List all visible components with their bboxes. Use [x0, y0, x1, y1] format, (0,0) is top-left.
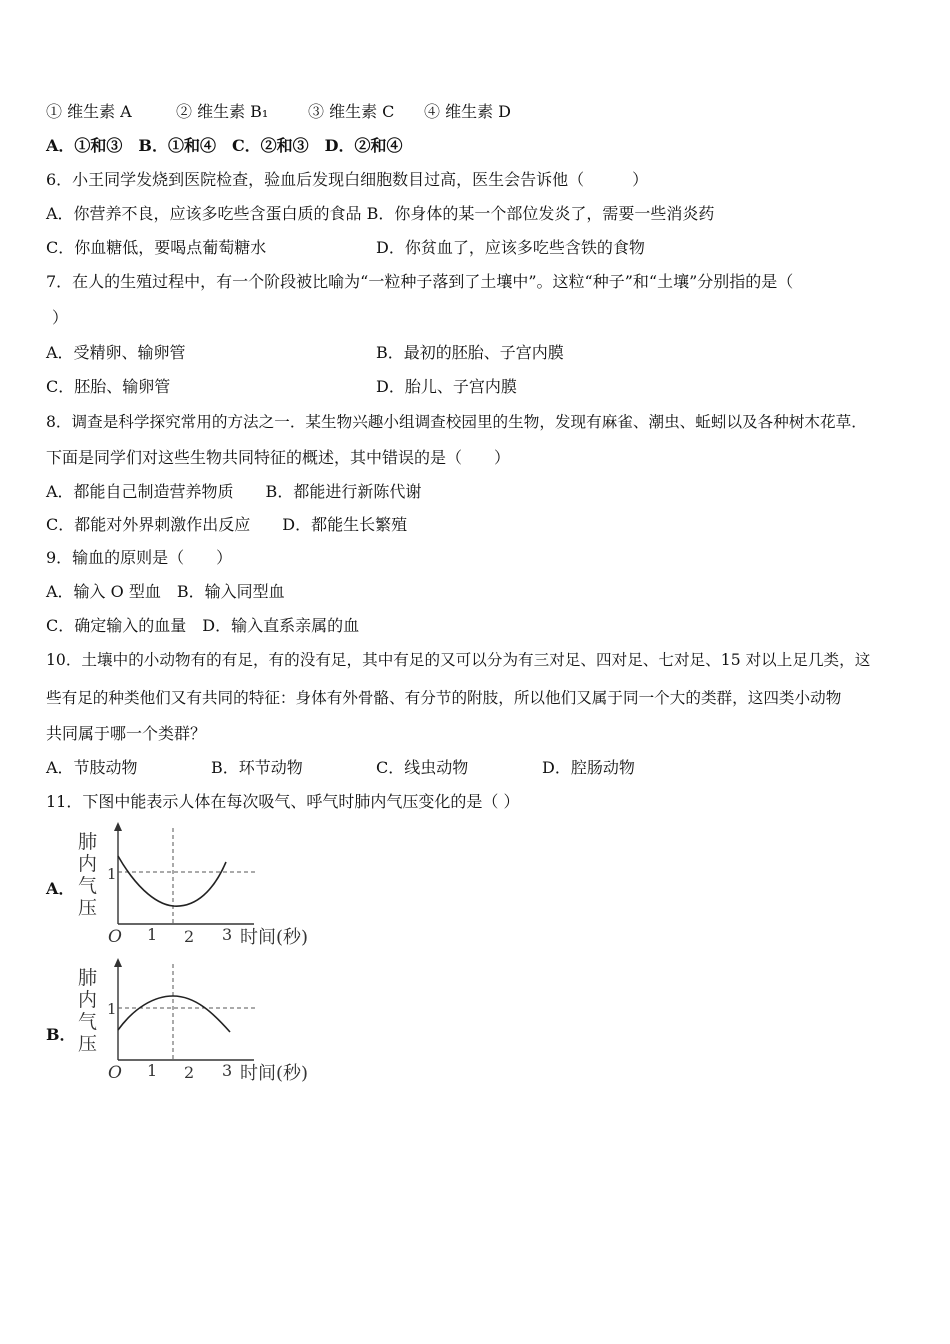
- q7-option-a: A．受精卵、输卵管: [46, 343, 186, 362]
- q5-options: A．①和③ B．①和④ C．②和③ D．②和④: [46, 136, 403, 155]
- q9-options-ab: A．输入 O 型血 B．输入同型血: [46, 582, 285, 601]
- graph-b-ylabel-2: 内: [78, 989, 98, 1011]
- q10-stem-line2: 些有足的种类他们又有共同的特征：身体有外骨骼、有分节的附肢，所以他们又属于同一个大的类群，这四类小动物: [46, 689, 842, 707]
- graph-a-ylabel-1: 肺: [78, 831, 98, 853]
- graph-a-ylabel-3: 气: [78, 875, 98, 897]
- graph-b-ylabel-4: 压: [78, 1033, 98, 1055]
- q10-stem-line3: 共同属于哪一个类群？: [46, 724, 207, 743]
- graph-a-y-arrow: [114, 822, 122, 831]
- graph-b-origin: O: [108, 1063, 122, 1082]
- q7-stem-end: ）: [52, 308, 69, 327]
- graph-b-xtick-3: 3: [222, 1061, 233, 1080]
- q11-graph-a: [74, 822, 334, 946]
- graph-b-xlabel: 时间(秒): [240, 1063, 309, 1082]
- graph-a-ylabel-4: 压: [78, 897, 98, 919]
- q8-stem-line1: 8．调查是科学探究常用的方法之一．某生物兴趣小组调查校园里的生物，发现有麻雀、潮虫、蚯蚓以及各种树木花草．: [46, 413, 867, 431]
- graph-b-ylabel-1: 肺: [78, 967, 98, 989]
- q6-option-d: D．你贫血了，应该多吃些含铁的食物: [376, 238, 645, 257]
- vitamin-d: ④ 维生素 D: [424, 102, 512, 121]
- graph-a-xtick-3: 3: [222, 925, 233, 944]
- graph-a-curve: [118, 856, 226, 906]
- q7-stem: 7．在人的生殖过程中，有一个阶段被比喻为“一粒种子落到了土壤中”。这粒“种子”和“土壤”分别指的是（: [46, 272, 794, 291]
- graph-a-xlabel: 时间(秒): [240, 927, 309, 946]
- q11-graph-b: [74, 958, 334, 1082]
- vitamin-b1: ② 维生素 B₁: [176, 102, 269, 121]
- graph-b-xtick-1: 1: [147, 1061, 158, 1080]
- graph-a-origin: O: [108, 927, 122, 946]
- q6-options-ab: A．你营养不良，应该多吃些含蛋白质的食品 B．你身体的某一个部位发炎了，需要一些消炎药: [46, 204, 715, 223]
- q6-option-c: C．你血糖低，要喝点葡萄糖水: [46, 238, 267, 257]
- q8-options-cd: C．都能对外界刺激作出反应 D．都能生长繁殖: [46, 515, 408, 534]
- q11-graph-b-label: B．: [46, 1025, 76, 1044]
- q8-stem-line2: 下面是同学们对这些生物共同特征的概述，其中错误的是（ ）: [46, 448, 511, 467]
- q11-stem: 11．下图中能表示人体在每次吸气、呼气时肺内气压变化的是（ ）: [46, 792, 520, 811]
- q9-stem: 9．输血的原则是（ ）: [46, 548, 233, 567]
- graph-a-ytick-1: 1: [107, 865, 117, 883]
- graph-a-ylabel-2: 内: [78, 853, 98, 875]
- q10-option-d: D．腔肠动物: [542, 758, 635, 777]
- q11-graph-a-label: A．: [46, 879, 75, 898]
- graph-b-y-arrow: [114, 958, 122, 967]
- graph-b-ytick-1: 1: [107, 1000, 117, 1018]
- graph-b-xtick-2: 2: [184, 1063, 195, 1082]
- graph-a-xtick-1: 1: [147, 925, 158, 944]
- vitamin-a: ① 维生素 A: [46, 102, 132, 121]
- graph-a-xtick-2: 2: [184, 927, 195, 946]
- q10-option-b: B．环节动物: [211, 758, 303, 777]
- q10-option-a: A．节肢动物: [46, 758, 138, 777]
- q6-stem: 6．小王同学发烧到医院检查，验血后发现白细胞数目过高，医生会告诉他（ ）: [46, 170, 649, 189]
- q10-option-c: C．线虫动物: [376, 758, 469, 777]
- q9-options-cd: C．确定输入的血量 D．输入直系亲属的血: [46, 616, 360, 635]
- q7-option-c: C．胚胎、输卵管: [46, 377, 171, 396]
- graph-b-curve: [118, 996, 230, 1032]
- q10-stem-line1: 10．土壤中的小动物有的有足，有的没有足，其中有足的又可以分为有三对足、四对足、七对足、15 对以上足几类，这: [46, 651, 871, 669]
- vitamin-c: ③ 维生素 C: [308, 102, 395, 121]
- q7-option-b: B．最初的胚胎、子宫内膜: [376, 343, 564, 362]
- graph-b-ylabel-3: 气: [78, 1011, 98, 1033]
- q8-options-ab: A．都能自己制造营养物质 B．都能进行新陈代谢: [46, 482, 422, 501]
- q7-option-d: D．胎儿、子宫内膜: [376, 377, 517, 396]
